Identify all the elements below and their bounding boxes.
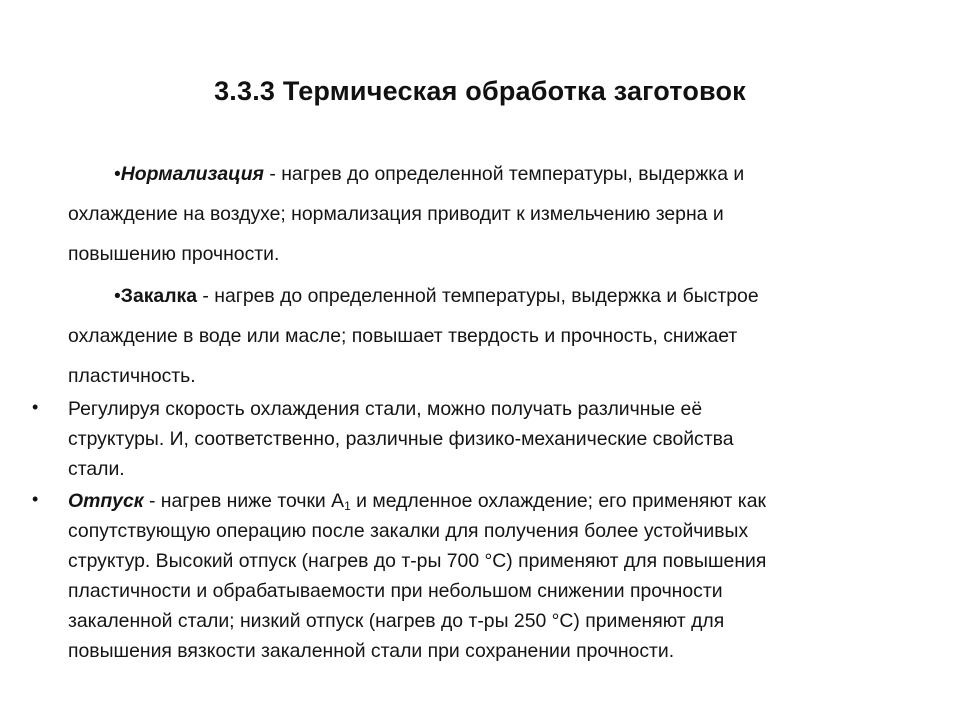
quenching-line-2: охлаждение в воде или масле; повышает твердость и прочность, снижает xyxy=(68,325,738,347)
normalization-line-2: охлаждение на воздухе; нормализация приводит к измельчению зерна и xyxy=(68,203,724,225)
quenching-line-1 xyxy=(68,276,888,316)
cooling-paragraph xyxy=(68,394,888,484)
tempering-line-5: закаленной стали; низкий отпуск (нагрев до т-ры 250 °С) применяют для xyxy=(68,610,725,632)
quenching-definition: - нагрев до определенной температуры, выдержка и быстрое xyxy=(197,285,759,307)
quenching-paragraph xyxy=(68,276,888,396)
tempering-definition-end: и медленное охлаждение; его применяют как xyxy=(350,490,766,512)
tempering-paragraph xyxy=(68,486,888,666)
normalization-definition: - нагрев до определенной температуры, выдержка и xyxy=(263,163,745,185)
cooling-line-3: стали. xyxy=(68,458,125,480)
normalization-line-1 xyxy=(68,154,888,194)
normalization-term: Нормализация xyxy=(120,163,264,185)
cooling-line-1: Регулируя скорость охлаждения стали, можно получать различные её xyxy=(68,398,703,420)
tempering-point-subscript: 1 xyxy=(344,499,351,513)
tempering-definition: - нагрев ниже точки А xyxy=(143,490,345,512)
normalization-paragraph xyxy=(68,154,888,274)
tempering-line-2: сопутствующую операцию после закалки для получения более устойчивых xyxy=(68,520,749,542)
slide-title: 3.3.3 Термическая обработка заготовок xyxy=(214,76,746,106)
cooling-bullet-icon: • xyxy=(32,397,39,417)
tempering-bullet-icon: • xyxy=(32,489,39,509)
quenching-term: Закалка xyxy=(120,285,198,307)
tempering-line-1 xyxy=(68,486,888,516)
cooling-line-2: структуры. И, соответственно, различные физико-механические свойства xyxy=(68,428,734,450)
tempering-line-6: повышения вязкости закаленной стали при сохранении прочности. xyxy=(68,640,675,662)
tempering-line-4: пластичности и обрабатываемости при небольшом снижении прочности xyxy=(68,580,723,602)
normalization-marker: • xyxy=(114,163,121,185)
tempering-line-3: структур. Высокий отпуск (нагрев до т-ры 700 °С) применяют для повышения xyxy=(68,550,767,572)
normalization-line-3: повышению прочности. xyxy=(68,243,280,265)
quenching-marker: • xyxy=(114,285,121,307)
tempering-term: Отпуск xyxy=(68,490,144,512)
quenching-line-3: пластичность. xyxy=(68,365,196,387)
